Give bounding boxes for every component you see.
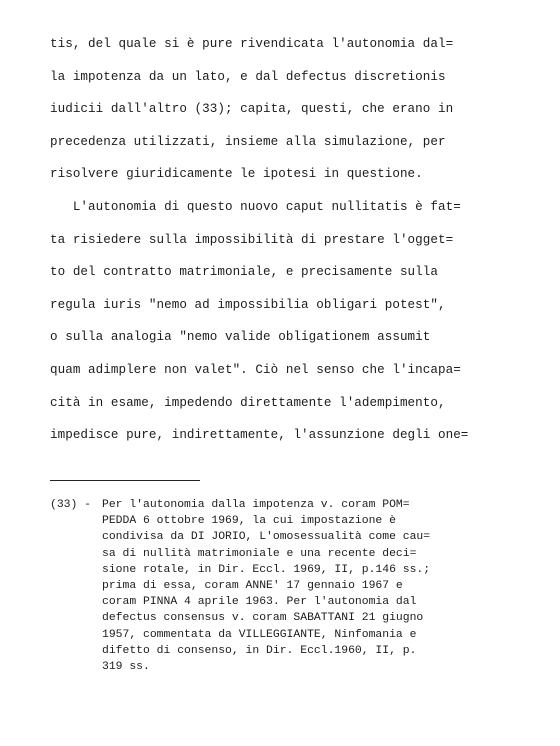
footnote-line: sa di nullità matrimoniale e una recente deci=	[102, 547, 417, 560]
text-line: risolvere giuridicamente le ipotesi in questione.	[50, 167, 423, 182]
text-line: precedenza utilizzati, insieme alla simulazione, per	[50, 134, 446, 149]
footnote-line: defectus consensus v. coram SABATTANI 21 giugno	[102, 612, 424, 625]
text-line: regula iuris "nemo ad impossibilia obligari potest",	[50, 297, 446, 312]
text-line: iudicii dall'altro (33); capita, questi, che erano in	[50, 102, 454, 117]
text-line: ta risiedere sulla impossibilità di prestare l'ogget=	[50, 232, 454, 247]
footnote-separator	[50, 480, 200, 481]
footnote-line: prima di essa, coram ANNE' 17 gennaio 1967 e	[102, 579, 403, 592]
text-line: impedisce pure, indirettamente, l'assunzione degli one=	[50, 428, 469, 443]
main-text	[50, 28, 540, 452]
footnote-line: 1957, commentata da VILLEGGIANTE, Ninfomania e	[102, 628, 417, 641]
footnote-line: 319 ss.	[102, 660, 150, 673]
footnote-marker: (33) -	[50, 499, 92, 511]
footnote-line: PEDDA 6 ottobre 1969, la cui impostazione è	[102, 515, 396, 528]
footnote-line: sione rotale, in Dir. Eccl. 1969, II, p.146 ss.;	[102, 563, 431, 576]
footnote-line: coram PINNA 4 aprile 1963. Per l'autonomia dal	[102, 596, 417, 609]
text-line: o sulla analogia "nemo valide obligationem assumit	[50, 330, 431, 345]
text-line: cità in esame, impedendo direttamente l'adempimento,	[50, 395, 446, 410]
text-line: to del contratto matrimoniale, e precisamente sulla	[50, 265, 438, 280]
text-line: la impotenza da un lato, e dal defectus discretionis	[50, 69, 446, 84]
text-line: quam adimplere non valet". Ciò nel senso che l'incapa=	[50, 362, 461, 377]
footnote-body	[102, 497, 542, 675]
text-line: tis, del quale si è pure rivendicata l'autonomia dal=	[50, 37, 454, 51]
footnote-line: Per l'autonomia dalla impotenza v. coram POM=	[102, 499, 410, 511]
text-line: L'autonomia di questo nuovo caput nullitatis è fat=	[50, 199, 461, 214]
footnote-line: difetto di consenso, in Dir. Eccl.1960, II, p.	[102, 644, 417, 657]
footnote-line: condivisa da DI JORIO, L'omosessualità come cau=	[102, 531, 431, 544]
